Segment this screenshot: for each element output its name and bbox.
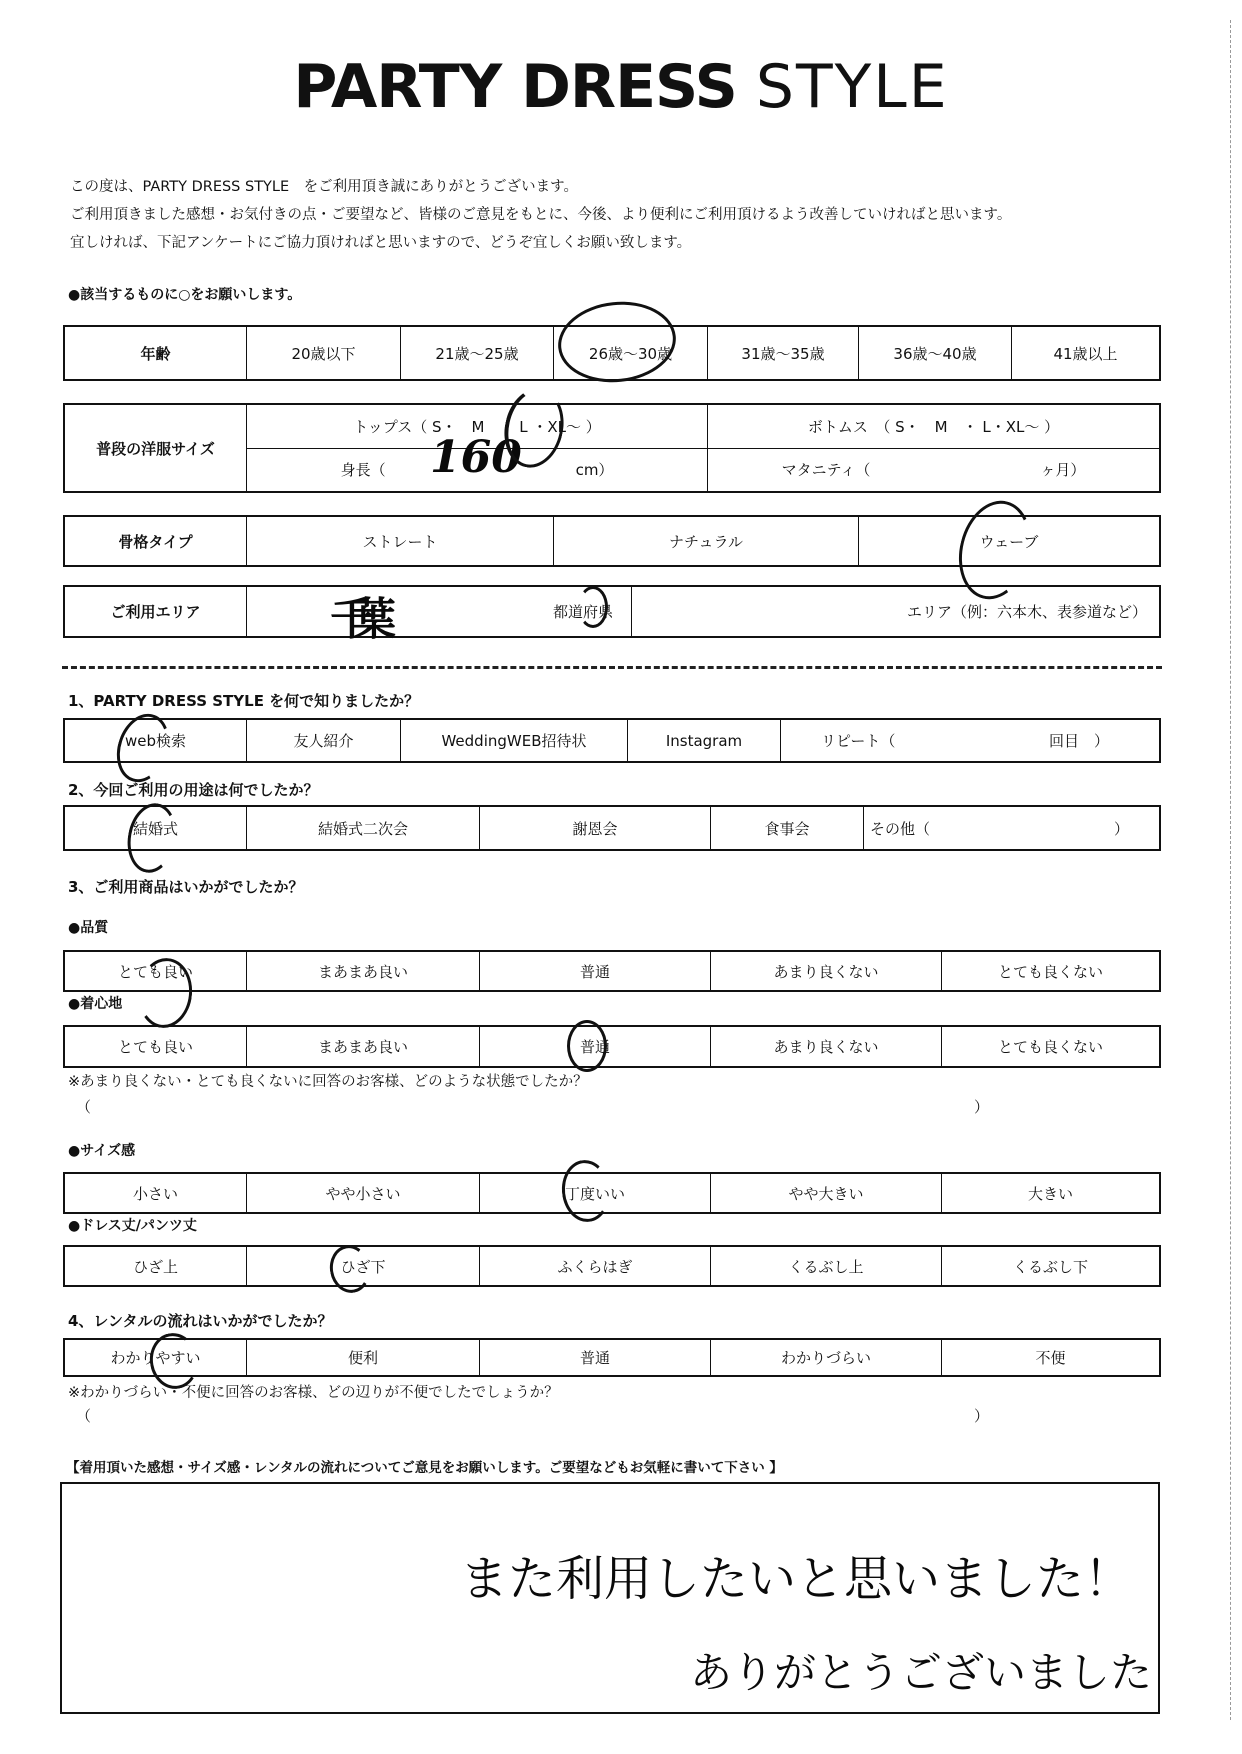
comfort-close-paren: ） [974, 1098, 990, 1116]
profile-instruction: ●該当するものに○をお願いします。 [68, 287, 302, 303]
q2-table [63, 805, 1161, 851]
section-divider [62, 666, 1162, 669]
intro-line-1: この度は、PARTY DRESS STYLE をご利用頂き誠にありがとうございます。 [70, 179, 578, 195]
quality-option[interactable]: あまり良くない [711, 952, 942, 990]
size-feel-option[interactable]: 小さい [65, 1174, 247, 1212]
prefecture-suffix: 都道府県 [552, 603, 613, 621]
comfort-open-paren: （ [76, 1098, 92, 1116]
body-type-option[interactable]: ナチュラル [554, 517, 859, 565]
q1-option[interactable]: web検索 [65, 720, 247, 761]
body-type-label: 骨格タイプ [65, 517, 247, 565]
q1-option[interactable]: Instagram [628, 720, 781, 761]
q4-option[interactable]: わかりやすい [65, 1340, 247, 1375]
comfort-option[interactable]: とても良い [65, 1027, 247, 1066]
q4-option[interactable]: 便利 [247, 1340, 480, 1375]
maternity-field[interactable] [708, 449, 1159, 492]
q4-option[interactable]: 普通 [480, 1340, 711, 1375]
quality-option[interactable]: 普通 [480, 952, 711, 990]
q4-note: ※わかりづらい・不便に回答のお客様、どの辺りが不便でしたでしょうか？ [68, 1385, 559, 1401]
age-option[interactable]: 20歳以下 [247, 327, 401, 379]
comfort-option[interactable]: 普通 [480, 1027, 711, 1066]
q4-question: 4、レンタルの流れはいかがでしたか？ [68, 1312, 333, 1330]
other-suffix: ） [1113, 819, 1129, 838]
body-type-option[interactable]: ストレート [247, 517, 554, 565]
prefecture-field[interactable] [247, 587, 632, 636]
area-table [63, 585, 1161, 638]
comments-heading: 【着用頂いた感想・サイズ感・レンタルの流れについてご意見をお願いします。ご要望などもお気軽に書いて下さい 】 [66, 1460, 783, 1476]
comfort-option[interactable]: とても良くない [997, 1038, 1103, 1056]
length-label: ●ドレス丈/パンツ丈 [68, 1218, 197, 1234]
body-type-table [63, 515, 1161, 567]
intro-line-3: 宜しければ、下記アンケートにご協力頂ければと思いますので、どうぞ宜しくお願い致します。 [70, 235, 692, 251]
q2-option[interactable]: 結婚式二次会 [247, 807, 480, 849]
quality-option[interactable]: とても良い [65, 952, 247, 990]
quality-option[interactable]: とても良くない [997, 962, 1103, 981]
bottoms-size-field[interactable]: ボトムス （ S・ M ・ L・XL～ ） [708, 405, 1159, 449]
clothing-size-table [63, 403, 1161, 493]
q2-option[interactable]: 結婚式 [65, 807, 247, 849]
maternity-prefix: マタニティ（ [781, 461, 871, 480]
other-prefix: その他（ [870, 819, 931, 838]
handwritten-comment-line-1: また利用したいと思いました！ [460, 1551, 1133, 1607]
height-suffix: cm） [575, 461, 614, 480]
q1-question: 1、PARTY DRESS STYLE を何で知りましたか？ [68, 692, 420, 710]
q1-table [63, 718, 1161, 763]
quality-option[interactable]: まあまあ良い [247, 952, 480, 990]
comfort-table [63, 1025, 1161, 1068]
length-option[interactable]: ひざ下 [247, 1247, 480, 1285]
area-placeholder: エリア（例：六本木、表参道など） [906, 603, 1147, 621]
repeat-prefix: リピート（ [821, 732, 896, 750]
page-title [0, 52, 1242, 122]
clothing-size-label: 普段の洋服サイズ [65, 405, 247, 491]
q4-option[interactable]: わかりづらい [711, 1340, 942, 1375]
age-table [63, 325, 1161, 381]
quality-label: ●品質 [68, 920, 109, 936]
q2-option[interactable]: 食事会 [711, 807, 864, 849]
length-option[interactable]: ひざ上 [65, 1247, 247, 1285]
size-feel-option[interactable]: やや小さい [247, 1174, 480, 1212]
area-field[interactable] [632, 587, 1159, 636]
age-label: 年齢 [65, 327, 247, 379]
size-feel-table [63, 1172, 1161, 1214]
size-feel-option[interactable]: 大きい [1027, 1184, 1073, 1203]
title-light: STYLE [755, 52, 949, 122]
size-feel-label: ●サイズ感 [68, 1143, 136, 1159]
comfort-note: ※あまり良くない・とても良くないに回答のお客様、どのような状態でしたか？ [68, 1074, 588, 1090]
handwritten-prefecture: 千葉 [330, 594, 374, 645]
q4-option[interactable]: 不便 [1035, 1349, 1066, 1367]
intro-line-2: ご利用頂きました感想・お気付きの点・ご要望など、皆様のご意見をもとに、今後、より便利にご利用頂けるよう改善していければと思います。 [70, 207, 1012, 223]
comfort-option[interactable]: あまり良くない [711, 1027, 942, 1066]
scan-edge [1230, 20, 1232, 1720]
handwritten-height: 160 [430, 432, 522, 483]
size-feel-option[interactable]: 丁度いい [480, 1174, 711, 1212]
area-label: ご利用エリア [65, 587, 247, 636]
comfort-option[interactable]: まあまあ良い [247, 1027, 480, 1066]
maternity-suffix: ヶ月） [1040, 461, 1086, 480]
q4-close-paren: ） [974, 1407, 990, 1425]
length-option[interactable]: くるぶし上 [711, 1247, 942, 1285]
size-feel-option[interactable]: やや大きい [711, 1174, 942, 1212]
height-prefix: 身長（ [340, 461, 386, 480]
age-option[interactable]: 31歳～35歳 [708, 327, 859, 379]
q4-table [63, 1338, 1161, 1377]
q4-open-paren: （ [76, 1407, 92, 1425]
q1-option[interactable]: 友人紹介 [247, 720, 401, 761]
tops-size-field[interactable]: トップス（ S・ M ・ L ・XL～ ） [247, 405, 707, 449]
q3-question: 3、ご利用商品はいかがでしたか？ [68, 878, 304, 896]
title-bold: PARTY DRESS [293, 52, 737, 122]
length-table [63, 1245, 1161, 1287]
q2-option[interactable]: 謝恩会 [480, 807, 711, 849]
q2-other-field[interactable] [864, 807, 1159, 849]
length-option[interactable]: ふくらはぎ [480, 1247, 711, 1285]
age-option[interactable]: 41歳以上 [1053, 344, 1118, 363]
age-option[interactable]: 36歳～40歳 [859, 327, 1012, 379]
quality-table [63, 950, 1161, 992]
clothing-size-right [708, 405, 1159, 491]
comfort-detail-input[interactable] [100, 1094, 960, 1118]
q1-repeat-field[interactable] [781, 720, 1159, 761]
q4-detail-input[interactable] [100, 1403, 960, 1427]
body-type-option[interactable]: ウェーブ [979, 532, 1039, 551]
age-option[interactable]: 21歳～25歳 [401, 327, 554, 379]
handwritten-comment-line-2: ありがとうございました [690, 1648, 1153, 1697]
comfort-label: ●着心地 [68, 996, 123, 1012]
age-option[interactable]: 26歳～30歳 [554, 327, 708, 379]
repeat-suffix: 回目 ） [1048, 732, 1109, 750]
q1-option[interactable]: WeddingWEB招待状 [401, 720, 628, 761]
length-option[interactable]: くるぶし下 [1012, 1257, 1088, 1276]
q2-question: 2、今回ご利用の用途は何でしたか？ [68, 781, 319, 799]
